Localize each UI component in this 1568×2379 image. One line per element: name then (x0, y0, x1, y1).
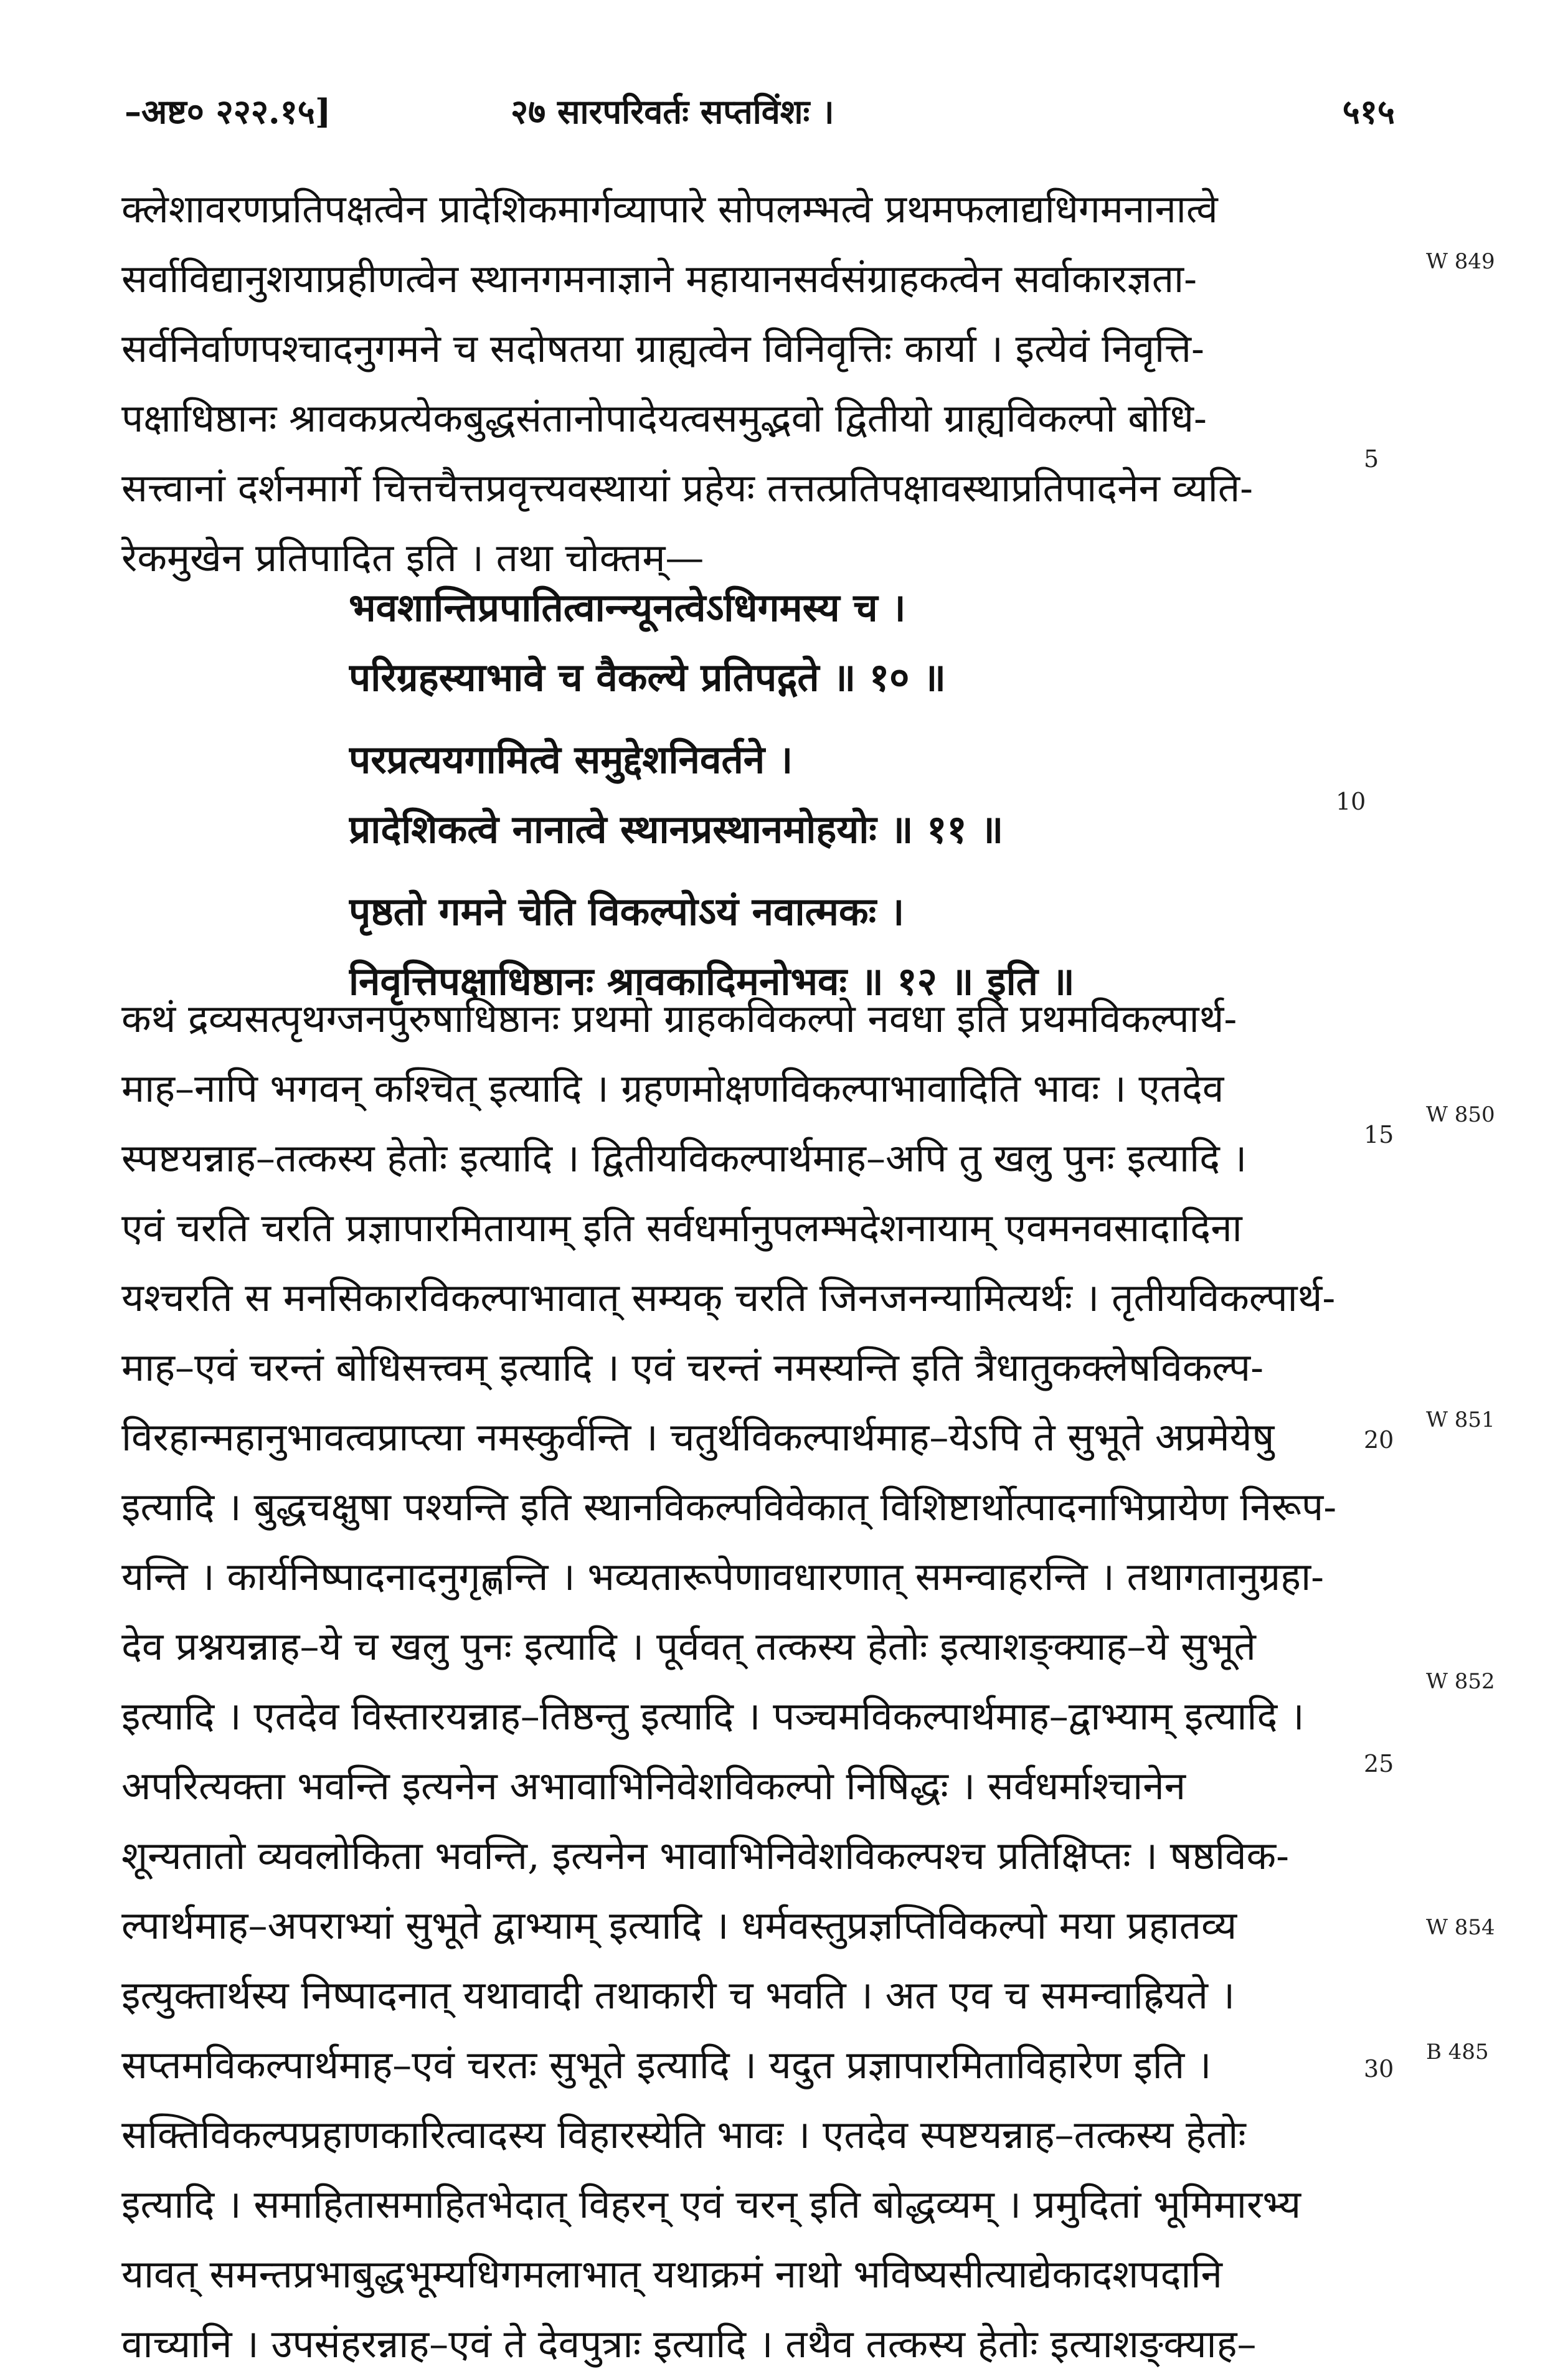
text-line: ल्पार्थमाह–अपराभ्यां सुभूते द्वाभ्याम् इत्यादि । धर्मवस्तुप्रज्ञप्तिविकल्पो मया प्रहातव्य (121, 1903, 1237, 1948)
margin-ref: W 850 (1426, 1102, 1495, 1127)
line-number: 15 (1364, 1121, 1394, 1148)
margin-ref: W 854 (1426, 1915, 1495, 1940)
verse-line: निवृत्तिपक्षाधिष्ठानः श्रावकादिमनोभवः ॥ १२ ॥ इति ॥ (349, 958, 1075, 1004)
text-line: सत्त्वानां दर्शनमार्गे चित्तचैत्तप्रवृत्त्यवस्थायां प्रहेयः तत्तत्प्रतिपक्षावस्थाप्रतिपादनेन व्यति- (121, 465, 1254, 511)
text-line: यावत् समन्तप्रभाबुद्धभूम्यधिगमलाभात् यथाक्रमं नाथो भविष्यसीत्याद्येकादशपदानि (121, 2251, 1222, 2297)
text-line: इत्यादि । बुद्धचक्षुषा पश्यन्ति इति स्थानविकल्पविवेकात् विशिष्टार्थोत्पादनाभिप्रायेण निरूप- (121, 1484, 1337, 1530)
verse-line: परिग्रहस्याभावे च वैकल्ये प्रतिपद्गते ॥ १० ॥ (349, 655, 947, 700)
text-line: विरहान्महानुभावत्वप्राप्त्या नमस्कुर्वन्ति । चतुर्थविकल्पार्थमाह–येऽपि ते सुभूते अप्रमेयेषु (121, 1414, 1275, 1460)
line-number: 20 (1364, 1426, 1394, 1454)
verse-line: भवशान्तिप्रपातित्वान्न्यूनत्वेऽधिगमस्य च । (349, 585, 906, 630)
text-line: रेकमुखेन प्रतिपादित इति । तथा चोक्तम्— (121, 535, 704, 580)
line-number: 30 (1364, 2055, 1394, 2083)
line-number: 10 (1336, 788, 1366, 815)
margin-ref: B 485 (1426, 2040, 1489, 2064)
margin-ref: W 852 (1426, 1669, 1495, 1694)
text-line: यन्ति । कार्यनिष्पादनादनुगृह्णन्ति । भव्यतारूपेणावधारणात् समन्वाहरन्ति । तथागतानुग्रहा- (121, 1554, 1325, 1599)
text-line: वाच्यानि । उपसंहरन्नाह–एवं ते देवपुत्राः इत्यादि । तथैव तत्कस्य हेतोः इत्याशङ्क्याह– (121, 2321, 1257, 2367)
verse-line: परप्रत्ययगामित्वे समुद्देशनिवर्तने । (349, 737, 793, 782)
text-line: इत्यादि । एतदेव विस्तारयन्नाह–तिष्ठन्तु इत्यादि । पञ्चमविकल्पार्थमाह–द्वाभ्याम् इत्यादि । (121, 1693, 1305, 1739)
text-line: क्लेशावरणप्रतिपक्षत्वेन प्रादेशिकमार्गव्यापारे सोपलम्भत्वे प्रथमफलाद्यधिगमनानात्वे (121, 186, 1218, 232)
page-number: ५१५ (1342, 92, 1395, 131)
text-line: सक्तिविकल्पप्रहाणकारित्वादस्य विहारस्येति भावः । एतदेव स्पष्टयन्नाह–तत्कस्य हेतोः (121, 2112, 1246, 2157)
verse-line: प्रादेशिकत्वे नानात्वे स्थानप्रस्थानमोहयोः ॥ ११ ॥ (349, 806, 1004, 852)
text-line: स्पष्टयन्नाह–तत्कस्य हेतोः इत्यादि । द्वितीयविकल्पार्थमाह–अपि तु खलु पुनः इत्यादि । (121, 1135, 1247, 1181)
text-line: सर्वाविद्यानुशयाप्रहीणत्वेन स्थानगमनाज्ञाने महायानसर्वसंग्राहकत्वेन सर्वाकारज्ञता- (121, 256, 1197, 301)
text-line: इत्युक्तार्थस्य निष्पादनात् यथावादी तथाकारी च भवति । अत एव च समन्वाह्रियते । (121, 1972, 1235, 2018)
text-line: सर्वनिर्वाणपश्चादनुगमने च सदोषतया ग्राह्यत्वेन विनिवृत्तिः कार्या । इत्येवं निवृत्ति- (121, 326, 1204, 371)
running-header (125, 87, 1395, 143)
line-number: 25 (1364, 1750, 1394, 1777)
text-line: एवं चरति चरति प्रज्ञापारमितायाम् इति सर्वधर्मानुपलम्भदेशनायाम् एवमनवसादादिना (121, 1205, 1242, 1251)
margin-ref: W 849 (1426, 249, 1495, 274)
verse-block (349, 573, 1358, 1016)
text-line: माह–एवं चरन्तं बोधिसत्त्वम् इत्यादि । एवं चरन्तं नमस्यन्ति इति त्रैधातुकक्लेषविकल्प- (121, 1345, 1264, 1390)
text-line: यश्चरति स मनसिकारविकल्पाभावात् सम्यक् चरति जिनजनन्यामित्यर्थः । तृतीयविकल्पार्थ- (121, 1275, 1336, 1320)
text-line: पक्षाधिष्ठानः श्रावकप्रत्येकबुद्धसंतानोपादेयत्वसमुद्भवो द्वितीयो ग्राह्यविकल्पो बोधि- (121, 395, 1207, 441)
verse-line: पृष्ठतो गमने चेति विकल्पोऽयं नवात्मकः । (349, 889, 905, 934)
text-line: अपरित्यक्ता भवन्ति इत्यनेन अभावाभिनिवेशविकल्पो निषिद्धः । सर्वधर्माश्चानेन (121, 1763, 1186, 1809)
margin-ref: W 851 (1426, 1407, 1495, 1432)
text-line: इत्यादि । समाहितासमाहितभेदात् विहरन् एवं चरन् इति बोद्धव्यम् । प्रमुदितां भूमिमारभ्य (121, 2182, 1301, 2227)
text-line: माह–नापि भगवन् कश्चित् इत्यादि । ग्रहणमोक्षणविकल्पाभावादिति भावः । एतदेव (121, 1066, 1224, 1111)
commentary-block-2 (121, 984, 1354, 2379)
line-number: 5 (1364, 445, 1379, 473)
commentary-block-1 (121, 174, 1354, 593)
text-line: कथं द्रव्यसत्पृथग्जनपुरुषाधिष्ठानः प्रथमो ग्राहकविकल्पो नवधा इति प्रथमविकल्पार्थ- (121, 996, 1237, 1041)
text-line: सप्तमविकल्पार्थमाह–एवं चरतः सुभूते इत्यादि । यदुत प्रज्ञापारमिताविहारेण इति । (121, 2042, 1212, 2088)
text-line: शून्यतातो व्यवलोकिता भवन्ति, इत्यनेन भावाभिनिवेशविकल्पश्च प्रतिक्षिप्तः । षष्ठविक- (121, 1833, 1290, 1878)
header-section-ref: –अष्ट० २२२.१५] (125, 92, 331, 131)
header-chapter-title: २७ सारपरिवर्तः सप्तविंशः । (511, 92, 834, 131)
text-line: देव प्रश्नयन्नाह–ये च खलु पुनः इत्यादि । पूर्ववत् तत्कस्य हेतोः इत्याशङ्क्याह–ये सुभूते (121, 1624, 1256, 1669)
